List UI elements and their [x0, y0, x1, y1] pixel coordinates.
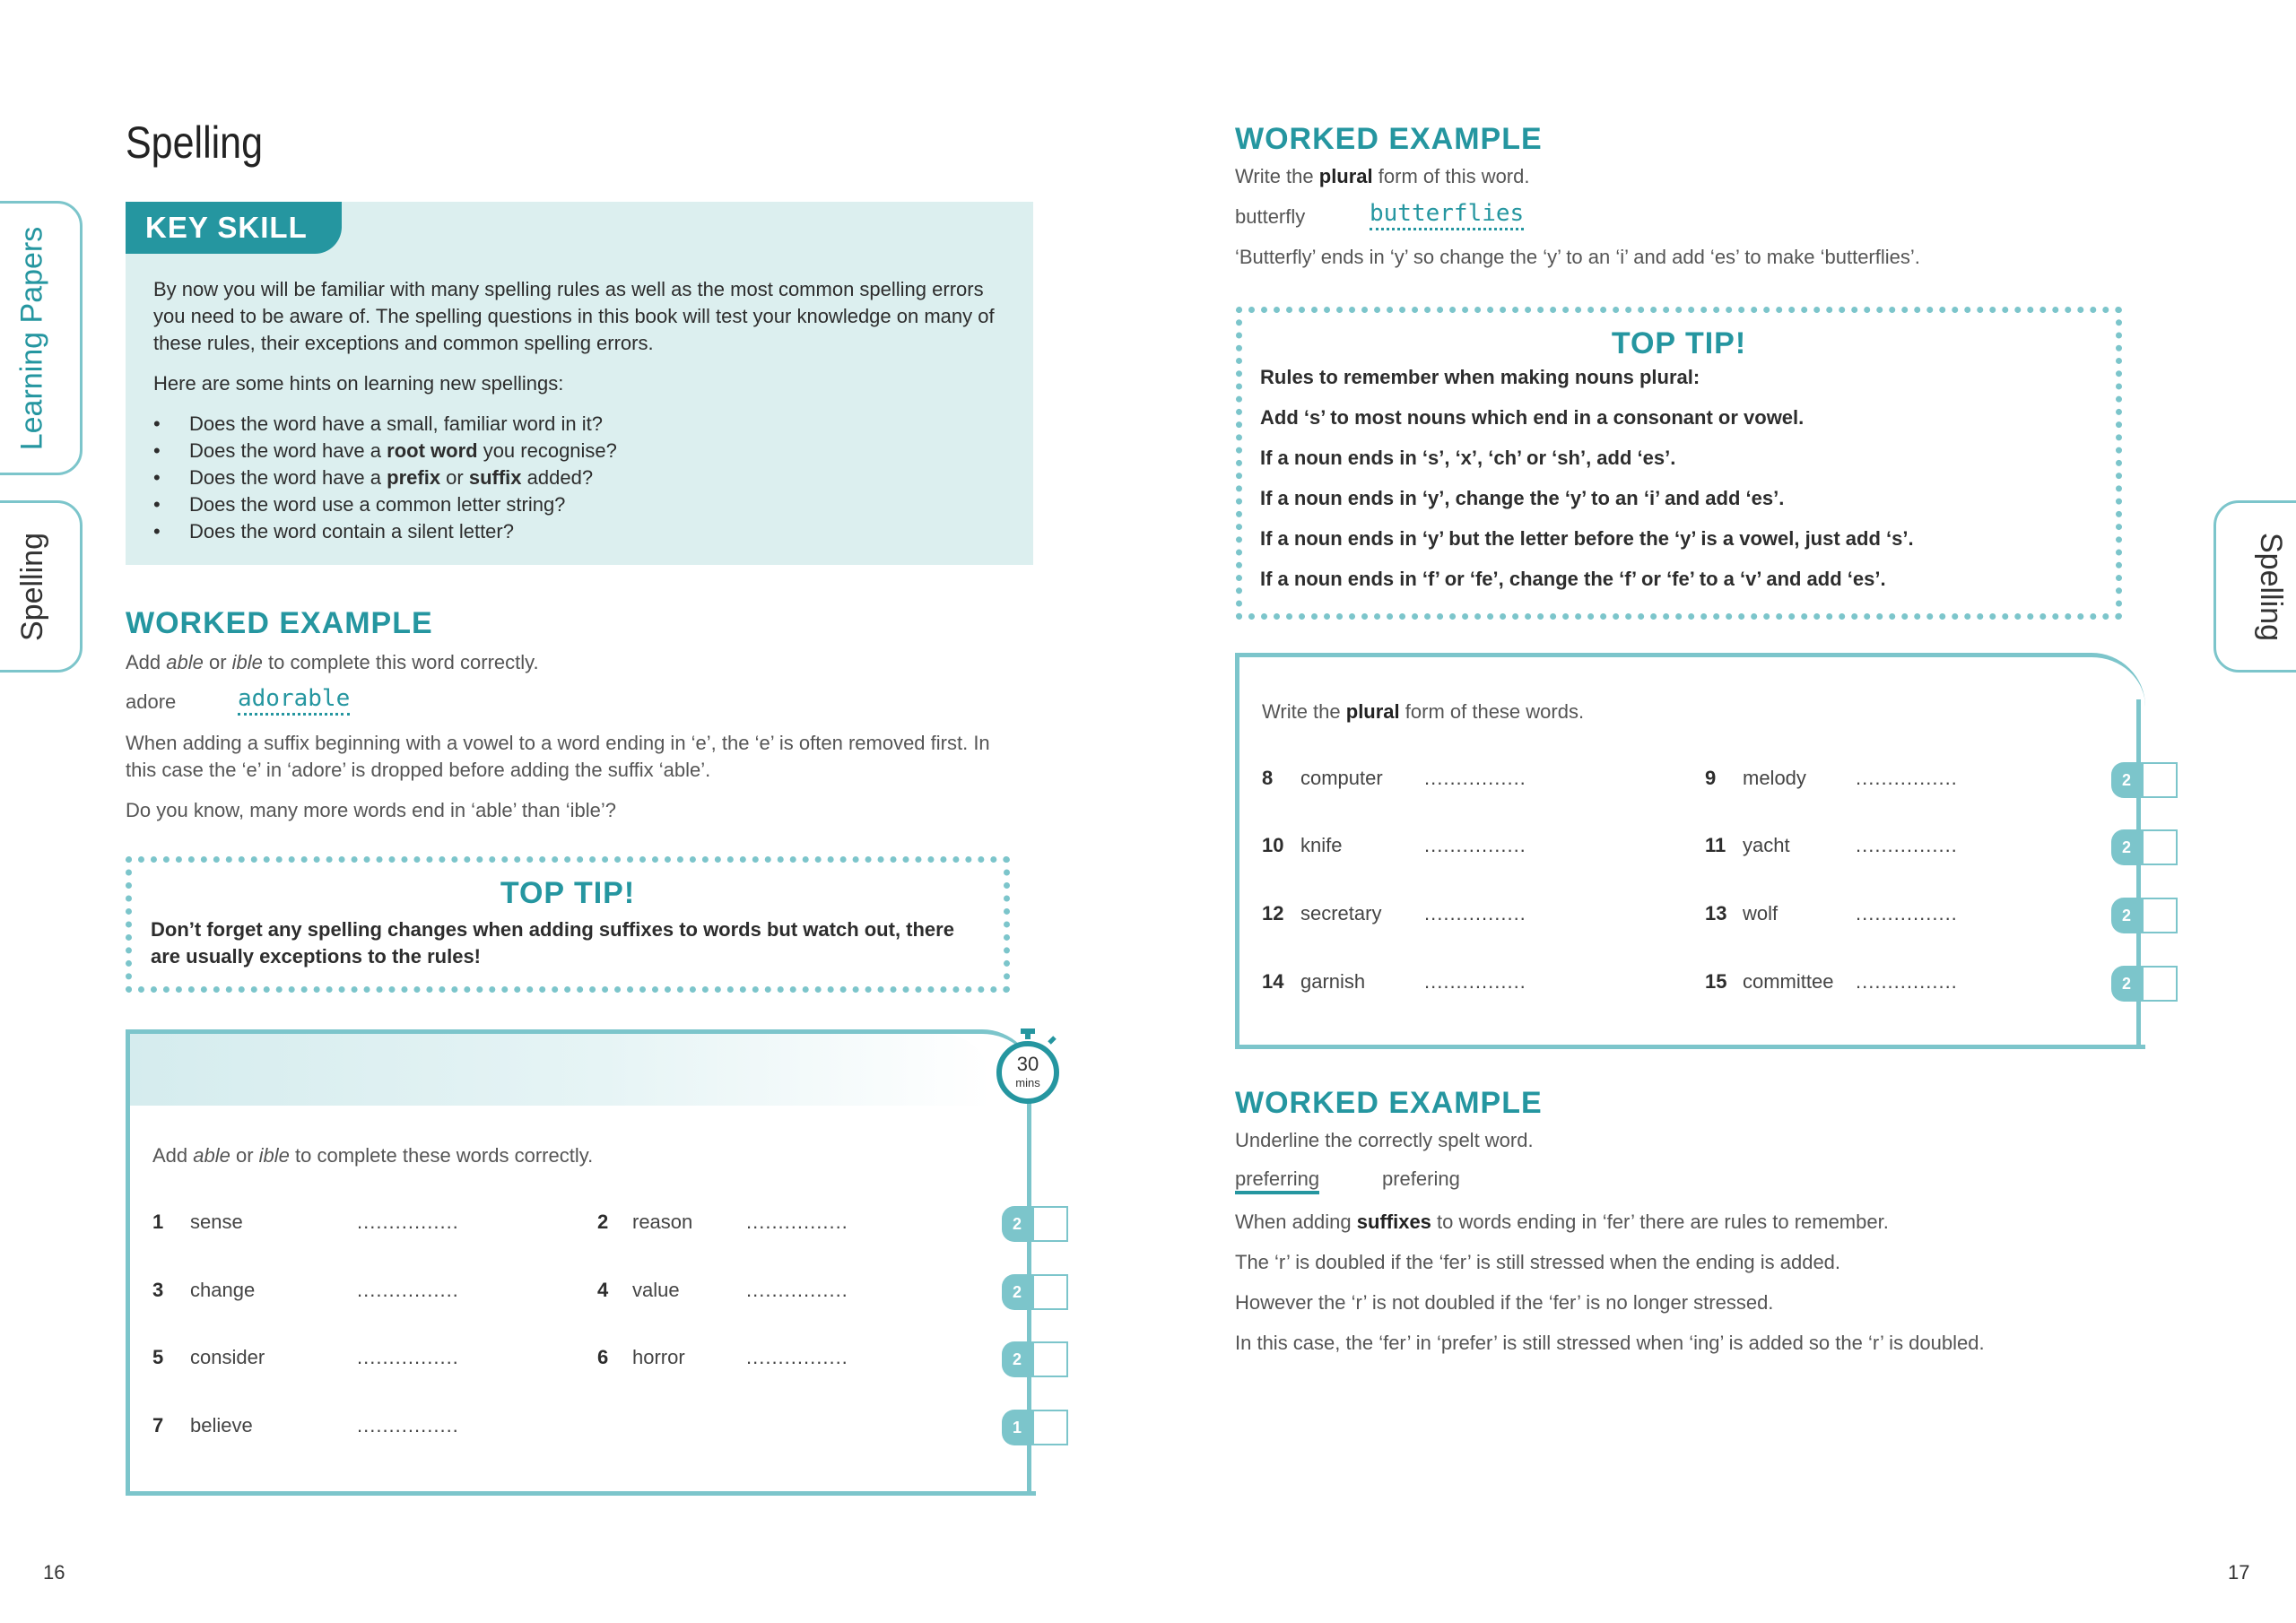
worked-example-rule: However the ‘r’ is not doubled if the ‘fer’ is no longer stressed.	[1235, 1291, 1774, 1314]
question-number: 15	[1705, 970, 1727, 993]
side-tab-spelling-right-label: Spelling	[2253, 532, 2288, 641]
question-number: 6	[597, 1346, 609, 1368]
side-tab-spelling[interactable]	[0, 500, 83, 673]
page-number-right: 17	[2228, 1561, 2250, 1584]
answer-field[interactable]: ................	[1424, 902, 1526, 924]
question-word: melody	[1743, 767, 1806, 789]
question-word: knife	[1300, 834, 1343, 856]
timer-value: 30	[1016, 1053, 1039, 1075]
side-tab-spelling-right[interactable]	[2213, 500, 2296, 673]
hint-item: • Does the word have a root word you recognise?	[153, 438, 1005, 464]
worked-example-heading: WORKED EXAMPLE	[1235, 1086, 1543, 1120]
top-tip-title: TOP TIP!	[500, 876, 636, 910]
question-number: 11	[1705, 834, 1726, 856]
key-skill-para1: By now you will be familiar with many spelling rules as well as the most common spelling errors you need to be aware of. The spelling questions in this book will test your knowledge on many of these rules, their exceptions and common spelling errors.	[153, 278, 995, 354]
mark-box[interactable]	[1002, 1410, 1065, 1445]
exercise-instruction: Write the plural form of these words.	[1262, 700, 1585, 723]
answer-field[interactable]: ................	[1856, 834, 1958, 856]
top-tip-rule: Add ‘s’ to most nouns which end in a consonant or vowel.	[1260, 406, 1805, 429]
side-tab-learning-papers[interactable]	[0, 201, 83, 475]
question-number: 13	[1705, 902, 1727, 924]
answer-field[interactable]: ................	[1856, 902, 1958, 924]
top-tip-rule: Rules to remember when making nouns plural:	[1260, 366, 1700, 388]
answer-field[interactable]: ................	[1856, 970, 1958, 993]
question-number: 8	[1262, 767, 1274, 789]
mark-value: 2	[1002, 1341, 1032, 1377]
worked-example-heading: WORKED EXAMPLE	[1235, 122, 1543, 156]
worked-example-instruction: Underline the correctly spelt word.	[1235, 1129, 1534, 1151]
top-tip-rule: If a noun ends in ‘f’ or ‘fe’, change the ‘f’ or ‘fe’ to a ‘v’ and add ‘es’.	[1260, 568, 1886, 590]
answer-field[interactable]: ................	[357, 1414, 459, 1436]
worked-example-word: adore	[126, 690, 177, 713]
mark-value: 2	[2111, 829, 2142, 865]
question-word: horror	[632, 1346, 685, 1368]
answer-field[interactable]: ................	[1424, 767, 1526, 789]
answer-field[interactable]: ................	[1424, 970, 1526, 993]
answer-field[interactable]: ................	[1424, 834, 1526, 856]
answer-field[interactable]: ................	[746, 1279, 848, 1301]
worked-example-heading: WORKED EXAMPLE	[126, 606, 433, 640]
mark-box[interactable]	[2111, 829, 2174, 865]
mark-value: 2	[1002, 1274, 1032, 1310]
worked-example-rule: The ‘r’ is doubled if the ‘fer’ is still stressed when the ending is added.	[1235, 1251, 1841, 1273]
question-word: sense	[190, 1211, 243, 1233]
question-word: believe	[190, 1414, 253, 1436]
question-number: 14	[1262, 970, 1284, 993]
page-title: Spelling	[126, 117, 263, 168]
worked-example-answer: adorable	[238, 685, 350, 716]
key-skill-title: KEY SKILL	[126, 202, 342, 254]
question-number: 2	[597, 1211, 609, 1233]
top-tip-title: TOP TIP!	[1611, 326, 1747, 360]
question-word: consider	[190, 1346, 265, 1368]
hint-item: • Does the word have a prefix or suffix added?	[153, 464, 1005, 491]
mark-box[interactable]	[1002, 1206, 1065, 1242]
incorrect-option[interactable]: prefering	[1382, 1167, 1460, 1190]
top-tip-rule: If a noun ends in ‘y’, change the ‘y’ to an ‘i’ and add ‘es’.	[1260, 487, 1785, 509]
question-number: 3	[152, 1279, 164, 1301]
mark-square[interactable]	[2142, 829, 2178, 865]
answer-field[interactable]: ................	[357, 1279, 459, 1301]
correct-option[interactable]: preferring	[1235, 1167, 1319, 1194]
question-word: yacht	[1743, 834, 1790, 856]
question-number: 12	[1262, 902, 1284, 924]
top-tip-rule: If a noun ends in ‘y’ but the letter before the ‘y’ is a vowel, just add ‘s’.	[1260, 527, 1914, 550]
worked-example-rule: When adding suffixes to words ending in ‘fer’ there are rules to remember.	[1235, 1211, 1889, 1233]
hint-item: • Does the word contain a silent letter?	[153, 518, 1005, 545]
answer-field[interactable]: ................	[746, 1211, 848, 1233]
answer-field[interactable]: ................	[746, 1346, 848, 1368]
worked-example-note: Do you know, many more words end in ‘able’ than ‘ible’?	[126, 799, 617, 821]
mark-square[interactable]	[1032, 1274, 1068, 1310]
worked-example-word: butterfly	[1235, 205, 1306, 228]
question-word: change	[190, 1279, 256, 1301]
mark-box[interactable]	[2111, 966, 2174, 1002]
question-word: reason	[632, 1211, 693, 1233]
worked-example-instruction: Add able or ible to complete this word correctly.	[126, 651, 539, 673]
side-tab-spelling-label: Spelling	[14, 532, 49, 641]
mark-box[interactable]	[1002, 1341, 1065, 1377]
worked-example-instruction: Write the plural form of this word.	[1235, 165, 1530, 187]
hint-item: • Does the word have a small, familiar word in it?	[153, 411, 1005, 438]
mark-value: 2	[2111, 898, 2142, 933]
worked-example-explanation: When adding a suffix beginning with a vowel to a word ending in ‘e’, the ‘e’ is often removed first. In this case the ‘e’ in ‘adore’ is dropped before adding the suffix ‘able’.	[126, 732, 990, 781]
worked-example-explanation: ‘Butterfly’ ends in ‘y’ so change the ‘y’ to an ‘i’ and add ‘es’ to make ‘butterflies’.	[1235, 246, 1920, 268]
question-word: secretary	[1300, 902, 1382, 924]
question-word: computer	[1300, 767, 1383, 789]
mark-square[interactable]	[1032, 1410, 1068, 1445]
mark-value: 2	[2111, 966, 2142, 1002]
side-tab-learning-papers-label: Learning Papers	[14, 226, 49, 450]
mark-square[interactable]	[1032, 1341, 1068, 1377]
answer-field[interactable]: ................	[357, 1211, 459, 1233]
key-skill-hints	[153, 411, 1005, 545]
answer-field[interactable]: ................	[357, 1346, 459, 1368]
top-tip-rule: If a noun ends in ‘s’, ‘x’, ‘ch’ or ‘sh’, add ‘es’.	[1260, 447, 1676, 469]
key-skill-para2: Here are some hints on learning new spellings:	[153, 372, 564, 395]
mark-square[interactable]	[2142, 898, 2178, 933]
question-word: wolf	[1743, 902, 1779, 924]
question-number: 4	[597, 1279, 609, 1301]
question-number: 10	[1262, 834, 1284, 856]
mark-value: 2	[1002, 1206, 1032, 1242]
top-tip-text: Don’t forget any spelling changes when adding suffixes to words but watch out, there are usually exceptions to the rules!	[151, 918, 954, 968]
timer-unit: mins	[1015, 1076, 1040, 1089]
worked-example-rule: In this case, the ‘fer’ in ‘prefer’ is still stressed when ‘ing’ is added so the ‘r’ is doubled.	[1235, 1332, 1985, 1354]
question-word: value	[632, 1279, 680, 1301]
mark-box[interactable]	[2111, 762, 2174, 798]
hint-item: • Does the word use a common letter string?	[153, 491, 1005, 518]
question-number: 9	[1705, 767, 1717, 789]
question-word: committee	[1743, 970, 1834, 993]
question-word: garnish	[1300, 970, 1366, 993]
question-number: 7	[152, 1414, 164, 1436]
mark-value: 1	[1002, 1410, 1032, 1445]
worked-example-answer: butterflies	[1370, 200, 1524, 230]
mark-value: 2	[2111, 762, 2142, 798]
mark-box[interactable]	[1002, 1274, 1065, 1310]
mark-box[interactable]	[2111, 898, 2174, 933]
exercise-instruction: Add able or ible to complete these words correctly.	[152, 1144, 594, 1167]
answer-field[interactable]: ................	[1856, 767, 1958, 789]
mark-square[interactable]	[2142, 966, 2178, 1002]
page-number-left: 16	[43, 1561, 65, 1584]
question-number: 1	[152, 1211, 164, 1233]
mark-square[interactable]	[2142, 762, 2178, 798]
question-number: 5	[152, 1346, 164, 1368]
mark-square[interactable]	[1032, 1206, 1068, 1242]
exercise-header-band	[130, 1034, 991, 1106]
